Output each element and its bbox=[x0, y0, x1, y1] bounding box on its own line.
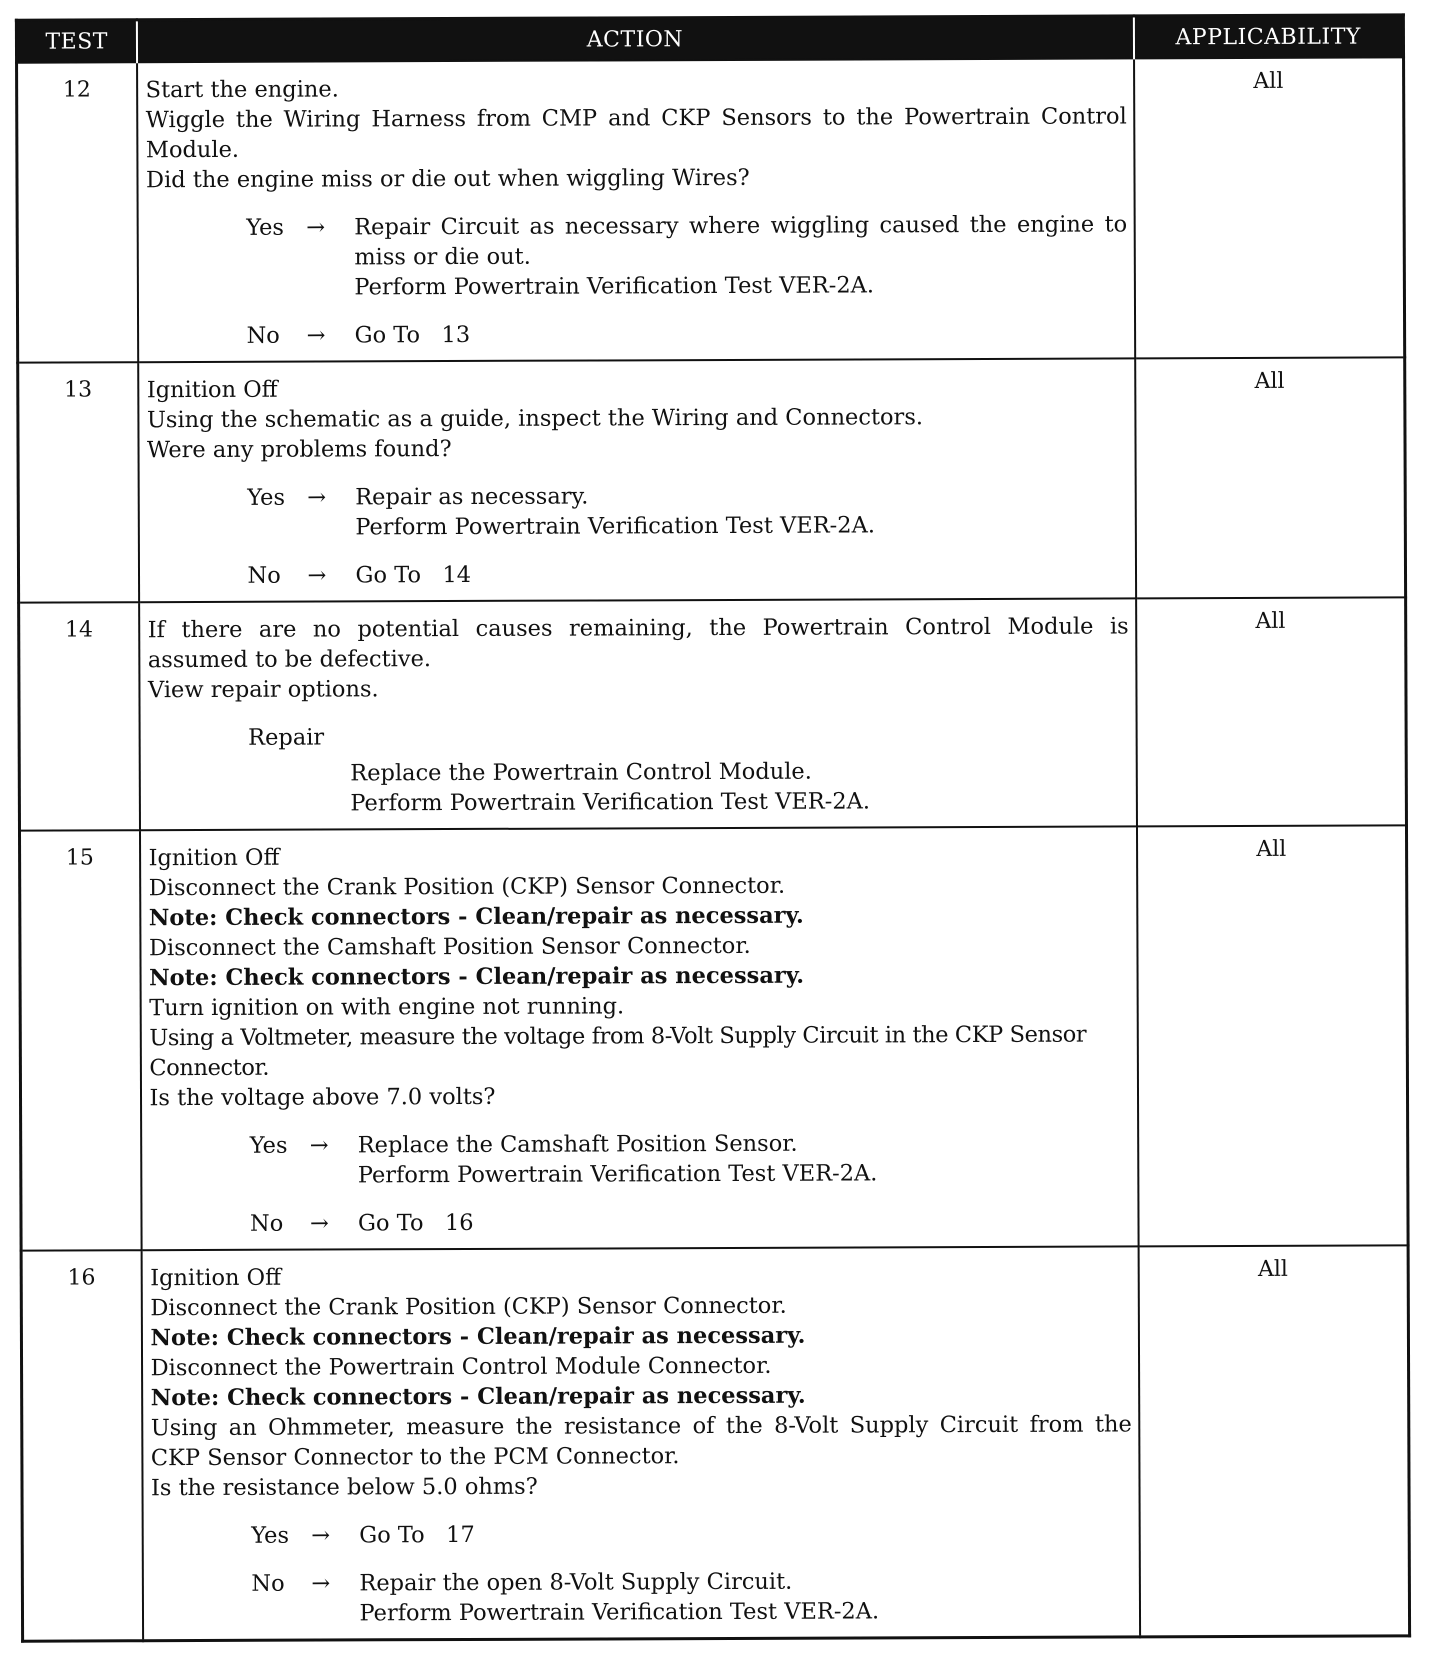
repair-label: Repair bbox=[248, 724, 325, 751]
option-result bbox=[354, 209, 1127, 302]
action-line: Wiggle the Wiring Harness from CMP and CKP Sensors to the Powertrain Control Module. bbox=[145, 103, 1127, 164]
result-line: Replace the Camshaft Position Sensor. bbox=[357, 1130, 798, 1159]
yes-option bbox=[251, 1517, 1132, 1550]
no-option bbox=[250, 1205, 1131, 1238]
result-line: Go To 14 bbox=[355, 561, 472, 589]
arrow-icon: → bbox=[306, 214, 326, 241]
no-option bbox=[251, 1565, 1132, 1628]
table-header-row bbox=[16, 15, 1403, 63]
action-line: Using an Ohmmeter, measure the resistance of the 8-Volt Supply Circuit from the CKP Sensor Connector to the PCM Connector. bbox=[150, 1411, 1132, 1472]
action-line: Using the schematic as a guide, inspect the Wiring and Connectors. bbox=[146, 404, 924, 434]
repair-step: Perform Powertrain Verification Test VER-2A. bbox=[350, 788, 871, 817]
option-label: No bbox=[246, 322, 280, 349]
action-line: Ignition Off bbox=[148, 844, 280, 872]
note-line: Note: Check connectors - Clean/repair as necessary. bbox=[150, 1382, 806, 1412]
action-cell bbox=[139, 598, 1137, 830]
option-result bbox=[355, 317, 1128, 350]
table-row-test-14 bbox=[19, 597, 1407, 830]
option-result bbox=[358, 1127, 1131, 1190]
option-label: No bbox=[251, 1570, 285, 1597]
test-number: 14 bbox=[19, 602, 140, 830]
action-cell bbox=[138, 358, 1136, 602]
option-result bbox=[358, 1205, 1131, 1238]
table-row-test-15 bbox=[19, 825, 1408, 1250]
arrow-icon: → bbox=[311, 1570, 331, 1597]
action-line: Ignition Off bbox=[150, 1264, 282, 1292]
action-line: Using a Voltmeter, measure the voltage from 8-Volt Supply Circuit in the CKP Sensor Connector. bbox=[149, 1021, 1087, 1082]
note-line: Note: Check connectors - Clean/repair as necessary. bbox=[150, 1322, 806, 1352]
diagnostic-test-table bbox=[15, 13, 1411, 1642]
header-applicability: APPLICABILITY bbox=[1133, 15, 1403, 59]
action-line: Is the resistance below 5.0 ohms? bbox=[150, 1473, 538, 1502]
action-line: Ignition Off bbox=[146, 376, 278, 404]
result-line: Repair as necessary. bbox=[355, 483, 589, 511]
applicability-value: All bbox=[1138, 1245, 1409, 1637]
applicability-value: All bbox=[1136, 825, 1408, 1246]
yes-option bbox=[246, 209, 1127, 302]
option-label: Yes bbox=[251, 1522, 290, 1549]
result-line: Go To 17 bbox=[359, 1521, 475, 1549]
applicability-value: All bbox=[1136, 597, 1407, 826]
result-line: Go To 13 bbox=[354, 321, 471, 349]
no-option bbox=[247, 317, 1128, 350]
action-line: Disconnect the Camshaft Position Sensor Connector. bbox=[148, 932, 751, 962]
action-line: Disconnect the Powertrain Control Module Connector. bbox=[150, 1352, 772, 1382]
note-line: Note: Check connectors - Clean/repair as necessary. bbox=[148, 902, 804, 932]
table-row-test-13 bbox=[18, 357, 1406, 602]
header-action: ACTION bbox=[136, 16, 1133, 62]
repair-options bbox=[248, 719, 1129, 818]
option-label: No bbox=[249, 1210, 284, 1237]
action-line: View repair options. bbox=[147, 676, 379, 704]
result-line: Perform Powertrain Verification Test VER-2A. bbox=[354, 272, 875, 301]
option-label: Yes bbox=[249, 1132, 288, 1159]
option-label: Yes bbox=[247, 484, 286, 511]
no-option bbox=[247, 557, 1128, 590]
action-line: Did the engine miss or die out when wiggling Wires? bbox=[145, 164, 750, 194]
arrow-icon: → bbox=[307, 484, 327, 511]
result-line: Repair the open 8-Volt Supply Circuit. bbox=[359, 1568, 793, 1597]
action-line: Disconnect the Crank Position (CKP) Sensor Connector. bbox=[150, 1292, 787, 1322]
action-line: Were any problems found? bbox=[146, 436, 452, 464]
table-row-test-12 bbox=[17, 57, 1405, 362]
action-line: Disconnect the Crank Position (CKP) Sensor Connector. bbox=[148, 872, 786, 902]
repair-steps bbox=[350, 755, 1129, 818]
note-line: Note: Check connectors - Clean/repair as necessary. bbox=[149, 962, 805, 992]
table-row-test-16 bbox=[21, 1245, 1409, 1641]
test-number: 16 bbox=[21, 1250, 142, 1641]
result-line: Perform Powertrain Verification Test VER-2A. bbox=[359, 1598, 880, 1627]
action-cell bbox=[139, 826, 1138, 1250]
option-result bbox=[359, 1517, 1132, 1550]
yes-option bbox=[250, 1127, 1131, 1190]
option-result bbox=[355, 479, 1128, 542]
test-number: 12 bbox=[17, 62, 138, 362]
result-line: Perform Powertrain Verification Test VER-2A. bbox=[357, 1160, 878, 1189]
action-cell bbox=[141, 1246, 1139, 1640]
yes-option bbox=[247, 479, 1128, 542]
option-result bbox=[359, 1565, 1132, 1628]
arrow-icon: → bbox=[307, 562, 327, 589]
test-number: 15 bbox=[19, 830, 141, 1250]
arrow-icon: → bbox=[306, 322, 326, 349]
action-line: If there are no potential causes remaining, the Powertrain Control Module is assumed to be defective. bbox=[147, 613, 1129, 674]
arrow-icon: → bbox=[309, 1132, 329, 1159]
result-line: Repair Circuit as necessary where wiggling caused the engine to miss or die out. bbox=[354, 211, 1128, 271]
action-line: Start the engine. bbox=[145, 76, 339, 104]
result-line: Perform Powertrain Verification Test VER-2A. bbox=[355, 512, 876, 541]
arrow-icon: → bbox=[311, 1522, 331, 1549]
header-test: TEST bbox=[16, 20, 136, 63]
option-result bbox=[355, 557, 1128, 590]
test-number: 13 bbox=[18, 362, 139, 602]
applicability-value: All bbox=[1135, 357, 1406, 598]
action-line: Turn ignition on with engine not running. bbox=[149, 993, 625, 1022]
option-label: Yes bbox=[246, 214, 284, 241]
repair-step: Replace the Powertrain Control Module. bbox=[350, 758, 812, 787]
arrow-icon: → bbox=[309, 1210, 329, 1237]
action-cell bbox=[137, 58, 1135, 362]
result-line: Go To 16 bbox=[357, 1209, 474, 1237]
applicability-value: All bbox=[1134, 57, 1405, 358]
action-line: Is the voltage above 7.0 volts? bbox=[149, 1083, 496, 1112]
option-label: No bbox=[247, 562, 281, 589]
